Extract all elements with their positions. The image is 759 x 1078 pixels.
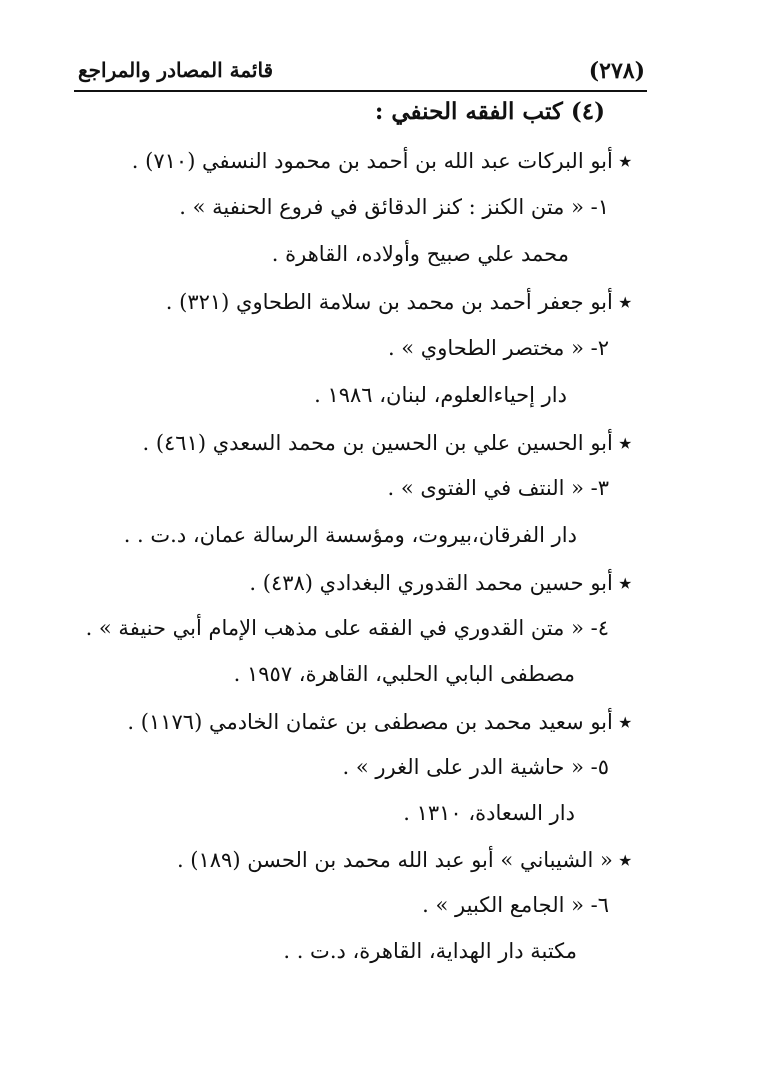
author-line: [249, 570, 631, 595]
author-text: أبو سعيد محمد بن مصطفى بن عثمان الخادمي (١١٧٦) .: [127, 710, 613, 734]
author-text: أبو الحسين علي بن الحسين بن محمد السعدي (٤٦١) .: [142, 431, 613, 455]
book-line: ١- « متن الكنز : كنز الدقائق في فروع الحنفية » .: [179, 195, 609, 219]
section-heading: (٤) كتب الفقه الحنفي :: [374, 98, 605, 125]
author-text: أبو البركات عبد الله بن أحمد بن محمود النسفي (٧١٠) .: [131, 149, 613, 173]
page-number: (٢٧٨): [588, 58, 645, 84]
author-line: [127, 709, 631, 734]
author-line: [177, 847, 631, 872]
bullet-star: ٭: [619, 847, 631, 872]
running-title: قائمة المصادر والمراجع: [78, 58, 274, 82]
publisher-line: دار السعادة، ١٣١٠ .: [403, 801, 575, 825]
author-text: أبو حسين محمد القدوري البغدادي (٤٣٨) .: [249, 571, 613, 595]
book-line: ٤- « متن القدوري في الفقه على مذهب الإمام أبي حنيفة » .: [85, 616, 609, 640]
publisher-line: محمد علي صبيح وأولاده، القاهرة .: [271, 242, 569, 266]
author-line: [132, 148, 631, 173]
book-line: ٦- « الجامع الكبير » .: [422, 893, 609, 917]
publisher-line: مكتبة دار الهداية، القاهرة، د.ت . .: [283, 939, 577, 963]
author-text: « الشيباني » أبو عبد الله محمد بن الحسن (١٨٩) .: [176, 848, 613, 872]
bullet-star: ٭: [619, 148, 631, 173]
author-text: أبو جعفر أحمد بن محمد بن سلامة الطحاوي (٣٢١) .: [165, 290, 613, 314]
book-line: ٥- « حاشية الدر على الغرر » .: [342, 755, 609, 779]
book-line: ٣- « النتف في الفتوى » .: [387, 476, 609, 500]
header-rule: [74, 90, 647, 92]
bullet-star: ٭: [619, 289, 631, 314]
publisher-line: مصطفى البابي الحلبي، القاهرة، ١٩٥٧ .: [233, 662, 575, 686]
author-line: [142, 430, 631, 455]
book-line: ٢- « مختصر الطحاوي » .: [387, 336, 609, 360]
bullet-star: ٭: [619, 570, 631, 595]
publisher-line: دار إحياءالعلوم، لبنان، ١٩٨٦ .: [314, 383, 567, 407]
author-line: [166, 289, 631, 314]
bullet-star: ٭: [619, 430, 631, 455]
bullet-star: ٭: [619, 709, 631, 734]
publisher-line: دار الفرقان،بيروت، ومؤسسة الرسالة عمان، د.ت . .: [123, 523, 577, 547]
